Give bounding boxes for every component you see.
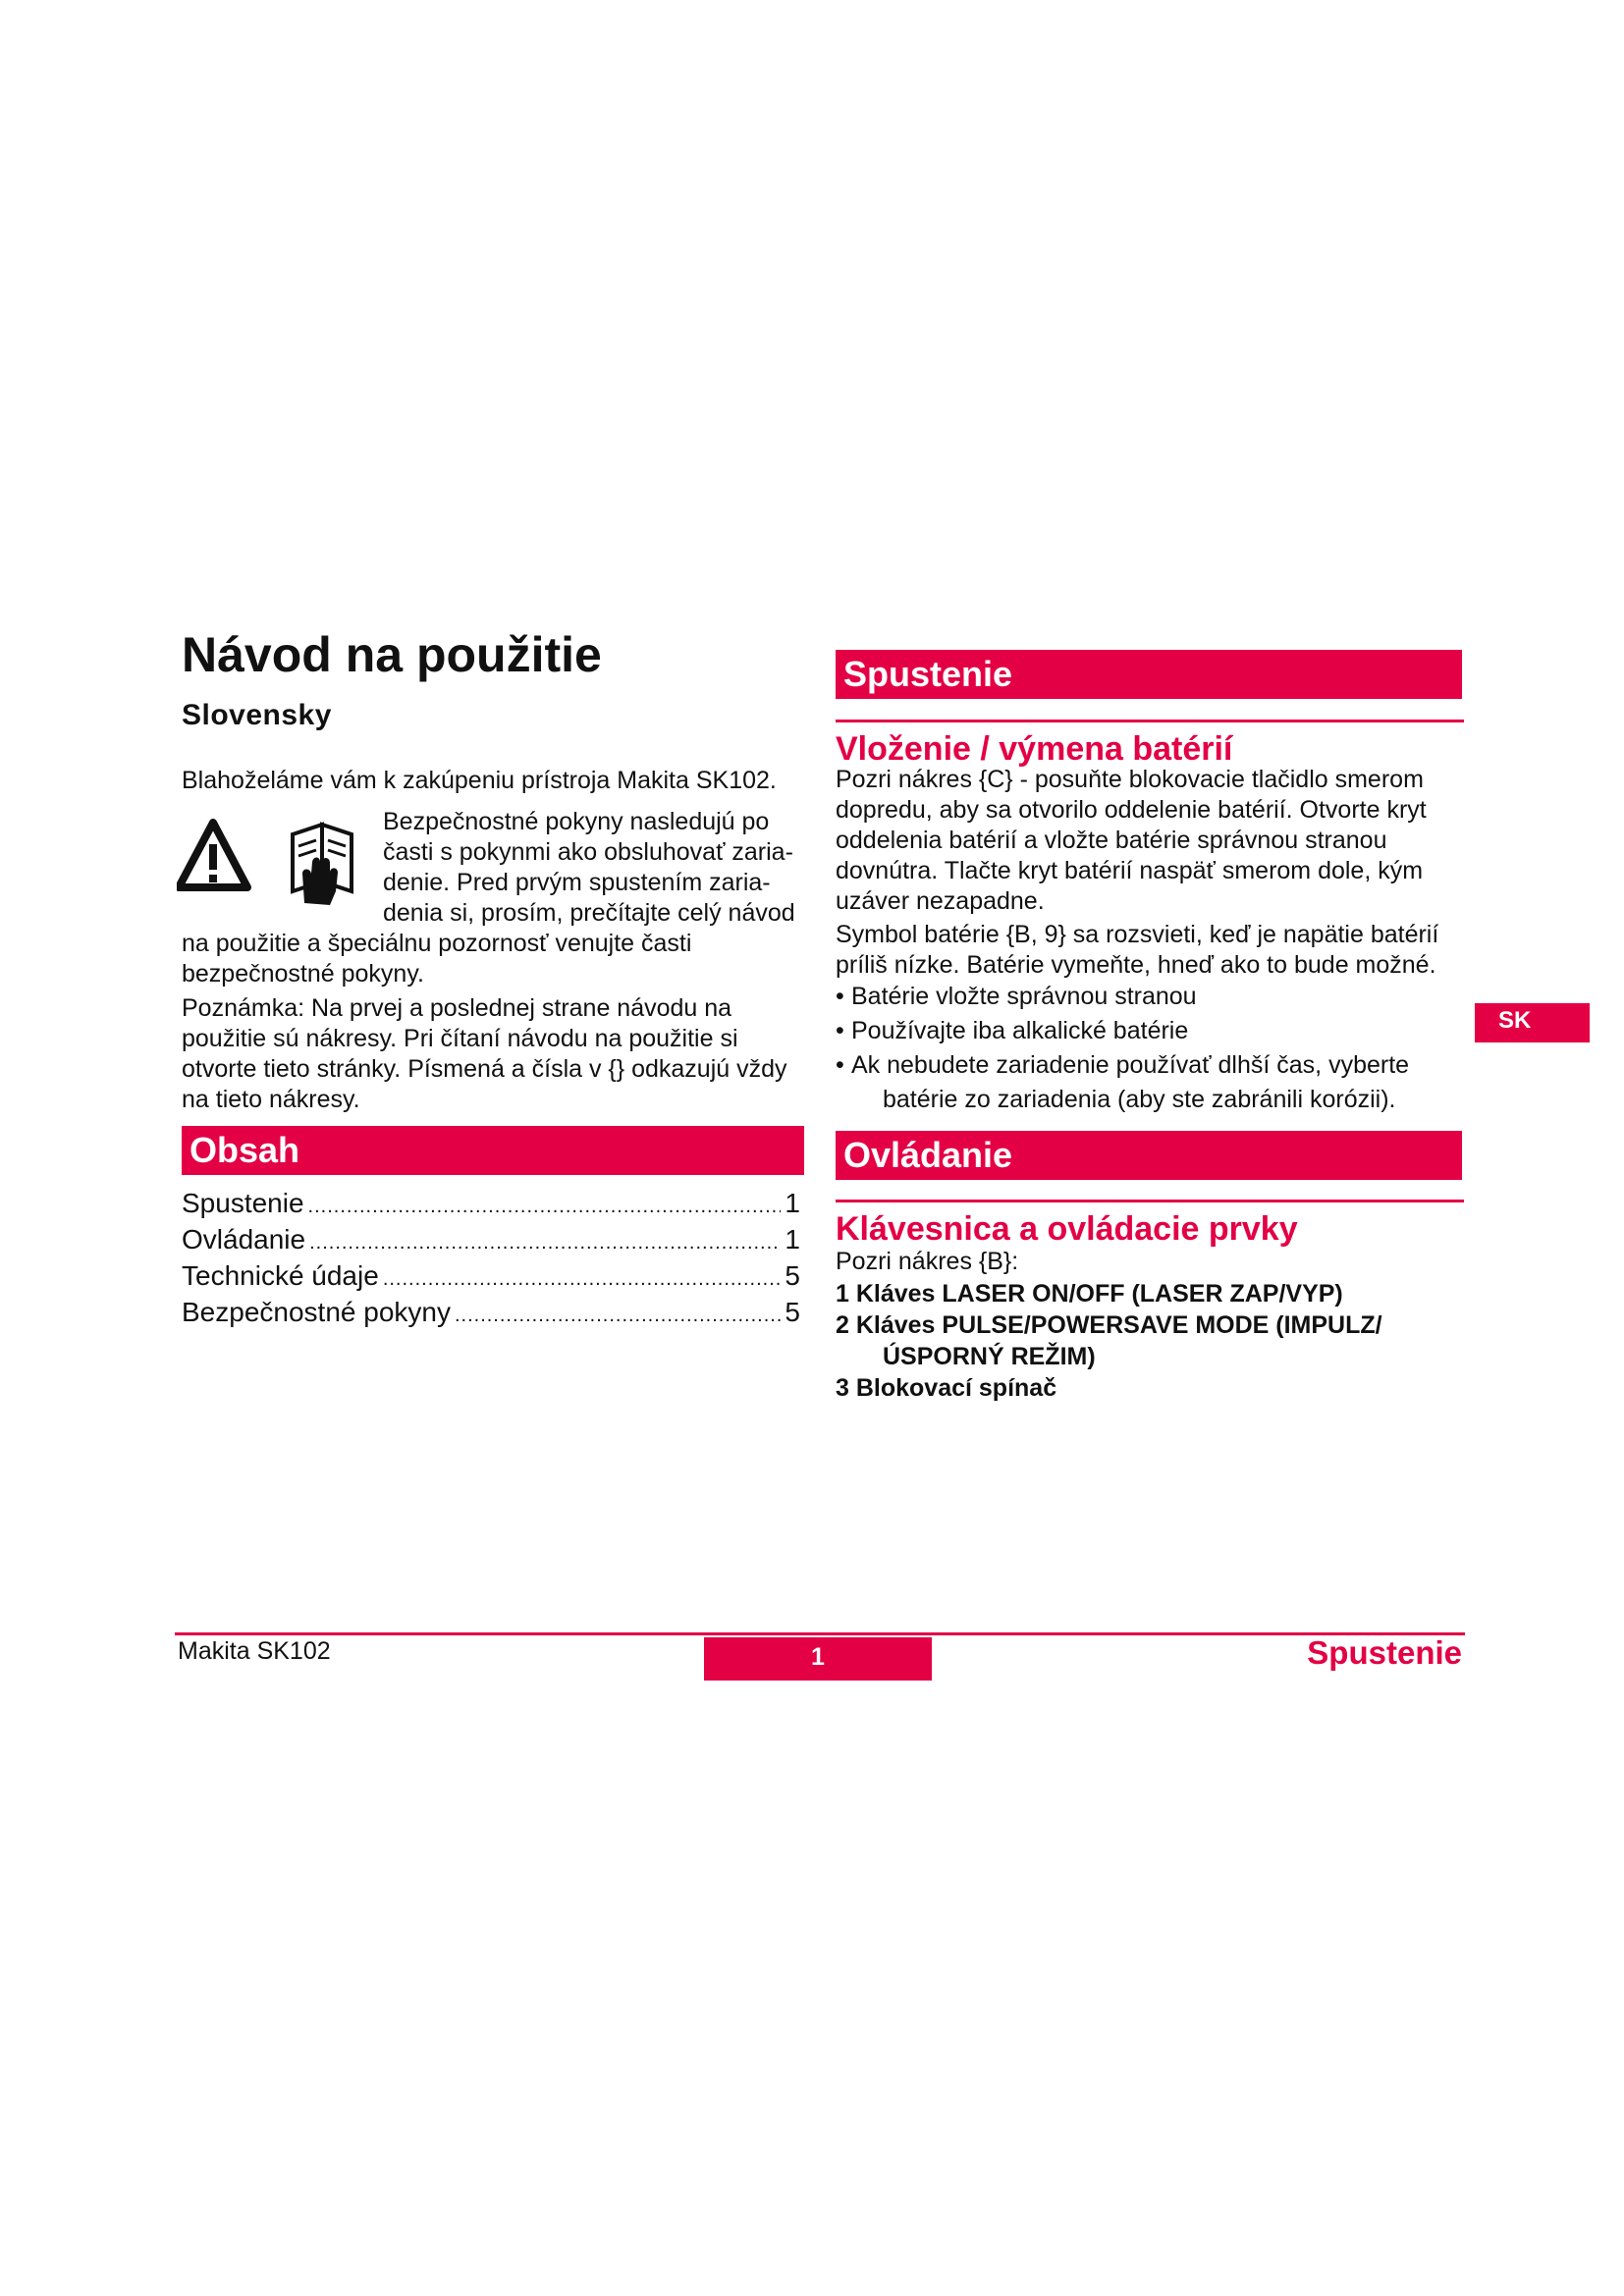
toc-page: 5 bbox=[785, 1260, 800, 1291]
list-item: • Batérie vložte správnou stranou bbox=[836, 983, 1197, 1010]
text-line: Symbol batérie {B, 9} sa rozsvieti, keď je napätie batérií bbox=[836, 921, 1439, 948]
batteries-subheading: Vloženie / výmena batérií bbox=[836, 720, 1464, 768]
ovladanie-heading: Ovládanie bbox=[836, 1131, 1462, 1180]
safety-line: denia si, prosím, prečítajte celý návod bbox=[383, 899, 795, 927]
toc-item[interactable] bbox=[182, 1296, 800, 1332]
footer-product: Makita SK102 bbox=[178, 1637, 331, 1665]
note-line: Poznámka: Na prvej a poslednej strane návodu na bbox=[182, 994, 732, 1022]
text-line: dovnútra. Tlačte kryt batérií naspäť smerom dole, kým bbox=[836, 857, 1424, 884]
safety-note-wrap bbox=[383, 807, 795, 929]
list-item-continuation: ÚSPORNÝ REŽIM) bbox=[883, 1343, 1096, 1370]
toc-leader bbox=[309, 1227, 781, 1259]
language-tab: SK bbox=[1475, 1003, 1590, 1042]
toc-page: 5 bbox=[785, 1297, 800, 1327]
toc-page: 1 bbox=[785, 1188, 800, 1218]
toc-leader bbox=[383, 1263, 782, 1296]
page-title: Návod na použitie bbox=[182, 627, 602, 682]
list-item: 3 Blokovací spínač bbox=[836, 1374, 1057, 1402]
list-item: 2 Kláves PULSE/POWERSAVE MODE (IMPULZ/ bbox=[836, 1311, 1382, 1339]
note-line: otvorte tieto stránky. Písmená a čísla v {} odkazujú vždy bbox=[182, 1055, 787, 1083]
toc-label: Spustenie bbox=[182, 1188, 304, 1218]
keypad-subheading: Klávesnica a ovládacie prvky bbox=[836, 1200, 1464, 1248]
keypad-list bbox=[836, 1278, 1474, 1404]
toc-leader bbox=[308, 1191, 782, 1223]
safety-icons bbox=[177, 813, 373, 911]
read-manual-icon bbox=[293, 825, 352, 905]
list-item: 1 Kláves LASER ON/OFF (LASER ZAP/VYP) bbox=[836, 1280, 1343, 1308]
table-of-contents bbox=[182, 1187, 800, 1332]
footer-section: Spustenie bbox=[1307, 1634, 1462, 1671]
safety-line: časti s pokynmi ako obsluhovať zaria- bbox=[383, 838, 793, 866]
safety-rest-wrap bbox=[182, 929, 810, 989]
list-item: • Používajte iba alkalické batérie bbox=[836, 1017, 1189, 1044]
toc-item[interactable] bbox=[182, 1187, 800, 1223]
toc-leader bbox=[455, 1300, 781, 1332]
list-item: • Ak nebudete zariadenie používať dlhší čas, vyberte bbox=[836, 1051, 1410, 1079]
text-line: dopredu, aby sa otvorilo oddelenie batérií. Otvorte kryt bbox=[836, 796, 1427, 824]
toc-label: Ovládanie bbox=[182, 1224, 306, 1255]
text-line: Pozri nákres {C} - posuňte blokovacie tlačidlo smerom bbox=[836, 766, 1424, 793]
battery-bullets bbox=[836, 980, 1474, 1117]
language-subtitle: Slovensky bbox=[182, 699, 332, 731]
toc-page: 1 bbox=[785, 1224, 800, 1255]
safety-line: denie. Pred prvým spustením zaria- bbox=[383, 869, 771, 896]
safety-line: bezpečnostné pokyny. bbox=[182, 960, 424, 988]
footer-divider bbox=[175, 1632, 1465, 1635]
keypad-reference: Pozri nákres {B}: bbox=[836, 1248, 1019, 1275]
safety-line: na použitie a špeciálnu pozornosť venujte časti bbox=[182, 930, 692, 957]
page-number: 1 bbox=[704, 1637, 932, 1681]
note-line: použitie sú nákresy. Pri čítaní návodu na použitie si bbox=[182, 1025, 738, 1052]
spustenie-heading: Spustenie bbox=[836, 650, 1462, 699]
note-paragraph bbox=[182, 993, 810, 1115]
batteries-paragraph bbox=[836, 765, 1474, 917]
text-line: príliš nízke. Batérie vymeňte, hneď ako to bude možné. bbox=[836, 951, 1436, 979]
greeting-text: Blahoželáme vám k zakúpeniu prístroja Makita SK102. bbox=[182, 767, 777, 794]
warning-triangle-icon bbox=[179, 823, 247, 887]
toc-label: Bezpečnostné pokyny bbox=[182, 1297, 451, 1327]
note-line: na tieto nákresy. bbox=[182, 1086, 360, 1113]
toc-item[interactable] bbox=[182, 1259, 800, 1296]
text-line: oddelenia batérií a vložte batérie správnou stranou bbox=[836, 827, 1387, 854]
text-line: uzáver nezapadne. bbox=[836, 887, 1045, 915]
list-item-continuation: batérie zo zariadenia (aby ste zabránili korózii). bbox=[883, 1086, 1396, 1113]
safety-line: Bezpečnostné pokyny nasledujú po bbox=[383, 808, 770, 835]
toc-label: Technické údaje bbox=[182, 1260, 379, 1291]
contents-heading: Obsah bbox=[182, 1126, 804, 1175]
battery-symbol-paragraph bbox=[836, 920, 1474, 981]
toc-item[interactable] bbox=[182, 1223, 800, 1259]
